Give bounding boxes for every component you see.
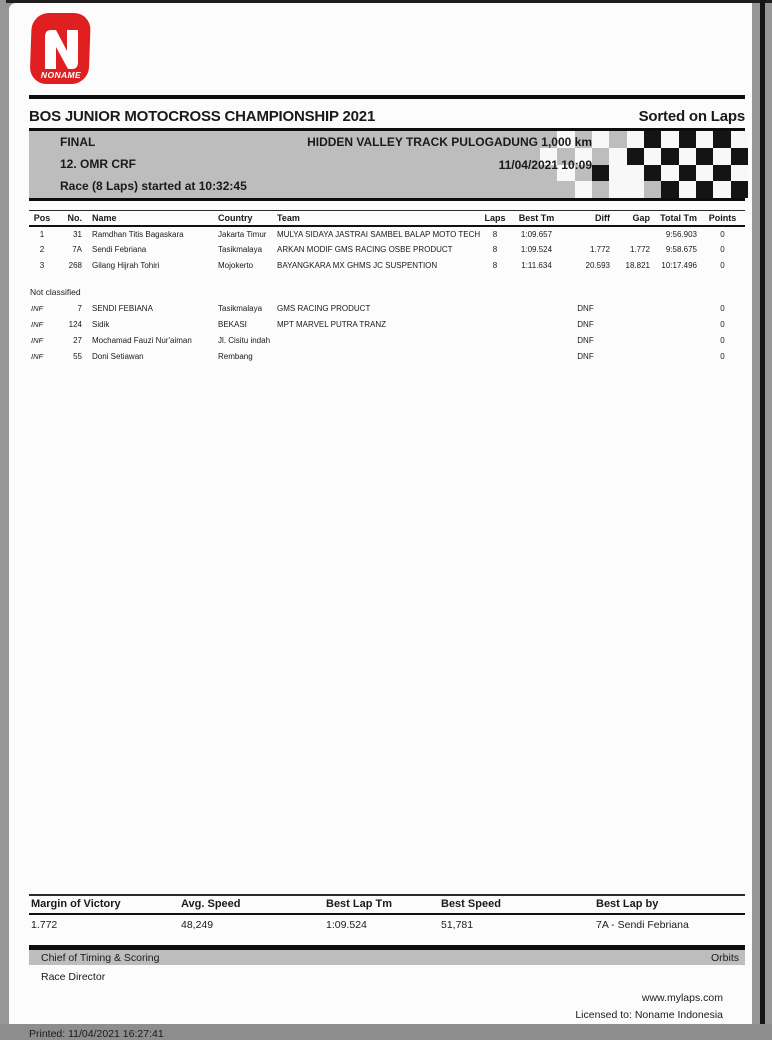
license-block — [29, 992, 745, 1022]
result-sheet-page — [9, 3, 752, 1040]
cell-no: 55 — [73, 352, 82, 361]
col-name: Name — [85, 211, 215, 226]
cell-team: BAYANGKARA MX GHMS JC SUSPENTION — [277, 261, 438, 270]
not-classified-row — [29, 349, 745, 365]
summary-col-best-lap-by: Best Lap by — [596, 898, 659, 910]
cell-name: Doni Setiawan — [92, 352, 144, 361]
flag-cell — [557, 181, 574, 198]
cell-pos: INF — [31, 352, 44, 361]
cell-team — [275, 333, 475, 349]
cell-no: 31 — [73, 229, 82, 239]
cell-no: 7 — [77, 304, 82, 313]
col-best-tm: Best Tm — [515, 211, 558, 226]
photo-right-edge — [760, 0, 765, 1024]
col-total-tm: Total Tm — [653, 211, 700, 226]
result-row — [29, 258, 745, 274]
cell-country: Rembang — [218, 352, 253, 361]
cell-diff — [558, 226, 613, 242]
col-country: Country — [215, 211, 275, 226]
cell-status: DNF — [577, 336, 594, 345]
best-lap-tm-value: 1:09.524 — [326, 918, 367, 931]
cell-no: 7A — [72, 245, 82, 254]
orbits-label: Orbits — [710, 951, 739, 964]
noname-logo — [30, 12, 94, 86]
cell-points: 0 — [720, 245, 725, 254]
top-divider — [29, 95, 745, 99]
cell-pos: 3 — [39, 261, 45, 270]
flag-cell — [661, 181, 678, 198]
cell-team: MPT MARVEL PUTRA TRANZ — [277, 320, 387, 329]
flag-cell — [679, 181, 696, 198]
photo-top-edge — [6, 0, 772, 3]
cell-laps: 8 — [492, 261, 498, 270]
cell-best-tm: 1:09.524 — [520, 245, 553, 254]
cell-gap: 18.821 — [625, 261, 650, 270]
band-divider — [29, 198, 745, 201]
cell-laps: 8 — [492, 245, 498, 254]
track-name: HIDDEN VALLEY TRACK PULOGADUNG 1,000 km — [307, 135, 592, 149]
summary-header-row — [29, 896, 745, 913]
cell-points: 0 — [720, 352, 725, 361]
cell-points: 0 — [720, 229, 725, 239]
cell-diff: 1.772 — [589, 245, 610, 254]
cell-points: 0 — [720, 336, 725, 345]
cell-pos: INF — [31, 320, 44, 329]
flag-cell — [575, 181, 592, 198]
flag-cell — [592, 181, 609, 198]
summary-col-best-speed: Best Speed — [441, 898, 501, 910]
not-classified-row — [29, 333, 745, 349]
flag-cell — [627, 181, 644, 198]
summary-col-best-lap-tm: Best Lap Tm — [326, 898, 393, 910]
cell-points: 0 — [720, 320, 725, 329]
event-datetime: 11/04/2021 10:09 — [498, 158, 592, 172]
cell-gap: 1.772 — [629, 245, 650, 254]
summary-values-row — [29, 915, 745, 934]
cell-country: Mojokerto — [218, 261, 254, 270]
cell-no: 27 — [73, 336, 82, 345]
cell-status: DNF — [577, 304, 594, 313]
cell-team: ARKAN MODIF GMS RACING OSBE PRODUCT — [277, 245, 453, 254]
svg-text:NONAME: NONAME — [40, 70, 82, 80]
printed-timestamp: Printed: 11/04/2021 16:27:41 — [29, 1028, 164, 1040]
flag-cell — [644, 181, 661, 198]
cell-pos: INF — [31, 304, 44, 313]
cell-country: Tasikmalaya — [218, 245, 263, 254]
col-gap: Gap — [613, 211, 653, 226]
results-header-row — [29, 211, 745, 226]
chief-of-timing-label: Chief of Timing & Scoring — [41, 951, 160, 964]
class-name: 12. OMR CRF — [60, 157, 137, 171]
cell-pos: 2 — [39, 245, 45, 254]
race-start-info: Race (8 Laps) started at 10:32:45 — [60, 179, 247, 193]
cell-gap — [613, 226, 653, 242]
cell-best-tm: 1:09.657 — [520, 229, 553, 239]
result-row — [29, 242, 745, 258]
cell-country: Tasikmalaya — [218, 304, 263, 313]
cell-name: SENDI FEBIANA — [92, 304, 153, 313]
flag-cell — [731, 181, 748, 198]
cell-team: GMS RACING PRODUCT — [277, 304, 371, 313]
flag-cell — [696, 181, 713, 198]
col-team: Team — [275, 211, 475, 226]
flag-cell — [713, 181, 730, 198]
noname-logo-icon — [30, 12, 94, 86]
flag-cell — [540, 181, 557, 198]
cell-best-tm: 1:11.634 — [521, 261, 552, 270]
cell-name: Sidik — [92, 320, 110, 329]
race-director-label: Race Director — [41, 971, 106, 983]
championship-title: BOS JUNIOR MOTOCROSS CHAMPIONSHIP 2021 — [29, 108, 376, 125]
results-table — [29, 210, 745, 274]
cell-no: 268 — [68, 261, 82, 270]
event-info-band — [29, 131, 745, 198]
cell-points: 0 — [720, 261, 725, 270]
cell-name: Gilang Hijrah Tohiri — [92, 261, 160, 270]
cell-team: MULYA SIDAYA JASTRAI SAMBEL BALAP MOTO TECH — [277, 229, 481, 239]
cell-points: 0 — [720, 304, 725, 313]
not-classified-table — [29, 301, 745, 365]
cell-name: Mochamad Fauzi Nur'aiman — [92, 336, 192, 345]
cell-no: 124 — [68, 320, 82, 329]
cell-status: DNF — [577, 352, 594, 361]
cell-country: BEKASI — [218, 320, 247, 329]
col-laps: Laps — [475, 211, 515, 226]
cell-total-tm: 9:56.903 — [665, 229, 697, 239]
cell-pos: INF — [31, 336, 44, 345]
licensed-to-label: Licensed to: Noname Indonesia — [575, 1009, 723, 1021]
summary-col-avg-speed: Avg. Speed — [181, 898, 241, 910]
avg-speed-value: 48,249 — [181, 918, 214, 931]
col-no: No. — [55, 211, 85, 226]
signature-band — [29, 950, 745, 965]
not-classified-label: Not classified — [30, 286, 81, 297]
cell-country: Jl. Cisitu indah — [218, 336, 271, 345]
result-row — [29, 226, 745, 242]
cell-status: DNF — [577, 320, 594, 329]
best-lap-by-value: 7A - Sendi Febriana — [596, 918, 689, 931]
sort-order-label: Sorted on Laps — [638, 108, 745, 125]
cell-team — [275, 349, 475, 365]
best-speed-value: 51,781 — [441, 918, 474, 931]
cell-name: Ramdhan Titis Bagaskara — [92, 229, 184, 239]
session-name: FINAL — [60, 135, 96, 149]
flag-cell — [609, 181, 626, 198]
report-header — [29, 105, 745, 128]
col-pos: Pos — [29, 211, 55, 226]
cell-country: Jakarta Timur — [218, 229, 267, 239]
cell-pos: 1 — [39, 229, 45, 239]
summary-col-margin: Margin of Victory — [31, 898, 121, 910]
col-points: Points — [700, 211, 745, 226]
cell-diff: 20.593 — [585, 261, 610, 270]
website-link: www.mylaps.com — [641, 992, 723, 1004]
summary-footer-block — [29, 894, 745, 1040]
not-classified-row — [29, 301, 745, 317]
cell-laps: 8 — [492, 229, 498, 239]
not-classified-row — [29, 317, 745, 333]
col-diff: Diff — [558, 211, 613, 226]
cell-name: Sendi Febriana — [92, 245, 147, 254]
margin-of-victory-value: 1.772 — [31, 918, 58, 931]
cell-total-tm: 10:17.496 — [661, 261, 697, 270]
cell-total-tm: 9:58.675 — [665, 245, 697, 254]
